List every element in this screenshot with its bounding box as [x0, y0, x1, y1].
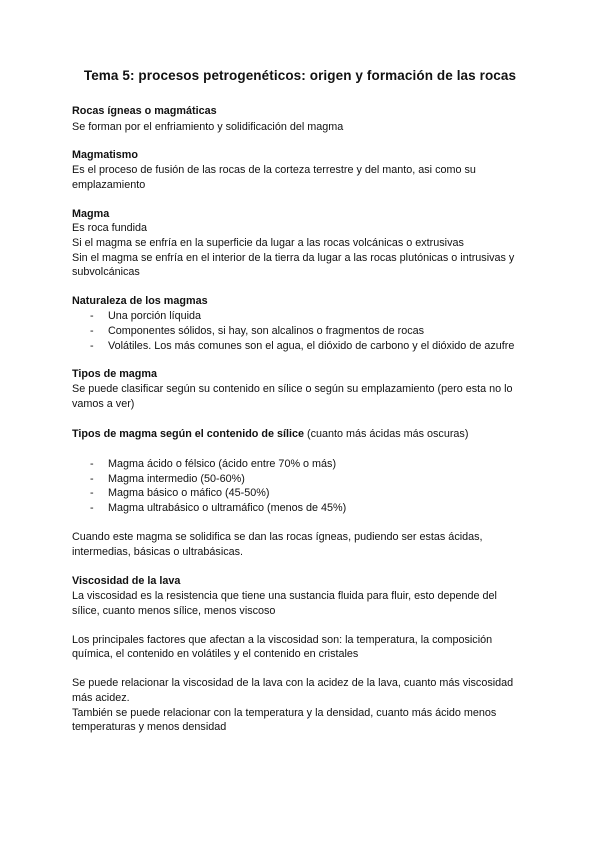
- list-item: - Una porción líquida: [90, 310, 202, 322]
- paragraph-line: Los principales factores que afectan a la viscosidad son: la temperatura, la composición: [72, 634, 493, 646]
- bullet-marker: -: [90, 325, 94, 337]
- section-heading-tipos: Tipos de magma: [72, 368, 157, 380]
- paragraph-line: Se puede clasificar según su contenido en sílice o según su emplazamiento (pero esta no lo: [72, 383, 513, 395]
- list-item: - Magma básico o máfico (45-50%): [90, 487, 270, 499]
- list-item: - Componentes sólidos, si hay, son alcalinos o fragmentos de rocas: [90, 325, 425, 337]
- paragraph-line: La viscosidad es la resistencia que tiene una sustancia fluida para fluir, esto depende del: [72, 590, 497, 602]
- paragraph-line: Se puede relacionar la viscosidad de la lava con la acidez de la lava, cuanto más viscosidad: [72, 677, 514, 689]
- section-heading-naturaleza: Naturaleza de los magmas: [72, 295, 208, 307]
- list-item: - Volátiles. Los más comunes son el agua, el dióxido de carbono y el dióxido de azufre: [90, 340, 515, 352]
- list-item: - Magma ultrabásico o ultramáfico (menos de 45%): [90, 502, 347, 514]
- section-heading-magma: Magma: [72, 208, 110, 220]
- paragraph-line: Cuando este magma se solidifica se dan las rocas ígneas, pudiendo ser estas ácidas,: [72, 531, 483, 543]
- paragraph-line: También se puede relacionar con la temperatura y la densidad, cuanto más ácido menos: [72, 707, 497, 719]
- paragraph-line: subvolcánicas: [72, 266, 140, 278]
- bullet-marker: -: [90, 458, 94, 470]
- bullet-marker: -: [90, 487, 94, 499]
- list-item: - Magma intermedio (50-60%): [90, 473, 245, 485]
- section-heading-silice: Tipos de magma según el contenido de sílice (cuanto más ácidas más oscuras): [72, 428, 469, 440]
- paragraph-line: temperaturas y menos densidad: [72, 721, 227, 733]
- list-item: - Magma ácido o félsico (ácido entre 70% o más): [90, 458, 337, 470]
- paragraph-line: emplazamiento: [72, 179, 146, 191]
- bullet-marker: -: [90, 340, 94, 352]
- paragraph-line: Sin el magma se enfría en el interior de la tierra da lugar a las rocas plutónicas o intrusivas y: [72, 252, 515, 264]
- section-heading-magmatismo: Magmatismo: [72, 149, 138, 161]
- paragraph-line: Si el magma se enfría en la superficie da lugar a las rocas volcánicas o extrusivas: [72, 237, 464, 249]
- paragraph-line: química, el contenido en volátiles y el contenido en cristales: [72, 648, 359, 660]
- paragraph-line: sílice, cuanto menos sílice, menos viscoso: [72, 605, 276, 617]
- bullet-marker: -: [90, 473, 94, 485]
- paragraph-line: vamos a ver): [72, 398, 135, 410]
- page-title: Tema 5: procesos petrogenéticos: origen y formación de las rocas: [83, 68, 517, 83]
- paragraph-line: Es el proceso de fusión de las rocas de la corteza terrestre y del manto, asi como su: [72, 164, 476, 176]
- section-heading-rocas: Rocas ígneas o magmáticas: [72, 105, 217, 117]
- bullet-marker: -: [90, 502, 94, 514]
- paragraph-line: más acidez.: [72, 692, 130, 704]
- bullet-marker: -: [90, 310, 94, 322]
- section-heading-viscosidad: Viscosidad de la lava: [72, 575, 181, 587]
- paragraph-line: intermedias, básicas o ultrabásicas.: [72, 546, 244, 558]
- paragraph-line: Se forman por el enfriamiento y solidificación del magma: [72, 121, 344, 133]
- paragraph-line: Es roca fundida: [72, 222, 148, 234]
